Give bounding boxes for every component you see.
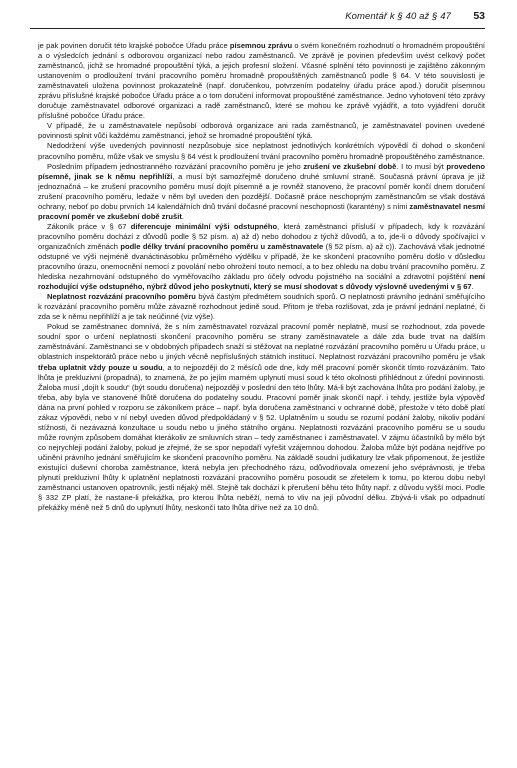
bold-text: zaměstnavatel nesmí pracovní poměr ve zkušební době zrušit [38,201,485,221]
bold-text: Neplatnost rozvázání pracovního poměru [47,292,196,302]
text-run: Posledním případem jednostranného rozvázání pracovního poměru je jeho [47,161,304,171]
running-header-title: Komentář k § 40 až § 47 [345,11,451,22]
paragraph [38,162,485,222]
text-run: Pokud se zaměstnanec domnívá, že s ním zaměstnavatel rozvázal pracovní poměr neplatně, musí se rozhodnout, zda povede soudní spor o určení neplatnosti skončení pracovního poměru se strany zaměstnavatele a dále zda bude trvat na dalším zaměstnávání. Zaměstnanci se v obdobných případech snaží si stěžovat na neplatné rozvázání pracovního poměru u Úřadu práce, u oblastních inspektorátů práce nebo u jiných věcně nepříslušných státních institucí. Neplatnost rozvázání pracovního poměru je však [38,322,485,362]
paragraph [38,322,485,513]
page-number: 53 [473,10,485,22]
bold-text: diferencuje minimální výši odstupného [130,221,278,231]
bold-text: není rozhodující výše odstupného, nýbrž důvod jeho poskytnutí, který se musí shodovat s důvody výslovně uvedenými v § 67 [38,272,485,292]
bold-text: zrušení ve zkušební době [303,161,397,171]
paragraph [38,222,485,292]
paragraph [38,141,485,161]
text-run: , a to nejpozději do 2 měsíců ode dne, kdy měl pracovní poměr skončit tímto rozvázáním. Tato lhůta je prekluzivní (propadná), to znamená, že po jejím marném uplynutí musí soud k této okolnosti přihlédnout z úřední povinnosti. Žaloba musí „dojít k soudu“ (být soudu doručena) nejpozději v poslední den této lhůty. Má-li být zachována lhůta pro podání žaloby, je třeba, aby byla ve stanovené lhůtě doručena do podatelny soudu. Pracovní poměr jinak skončí např. i tehdy, jestliže byla výpověď dána na první pohled v rozporu se zákoníkem práce – např. byla doručena zaměstnanci v ochranné době, přestože v této době platí zákaz výpovědi, nebo v ní nebyl uveden důvod předpokládaný v § 52. Uplatněním u soudu se rozumí podání žaloby, nikoliv podání stížnosti, či nezávazná konzultace u soudu nebo u jiného státního orgánu. Neplatnosti rozvázání pracovního poměru se u soudu může rovným způsobem domáhat kterákoliv ze smluvních stran – tedy zaměstnanec i zaměstnavatel. V zájmu účastníků by mělo být co nejrychleji podání žaloby, pokud je zřejmé, že se spor nepodaří vyřešit vzájemnou dohodou. Žaloba může být podána nejdříve po učinění právního jednání směřujícím ke skončení pracovního poměru. Na základě soudní judikatury lze však připomenout, že jestliže existující duševní choroba zaměstnance, která nebyla jen přechodného rázu, odůvodňovala omezení jeho svéprávnosti, je třeba plynutí prekluzivní lhůty k uplatnění neplatnosti rozvázání pracovního poměru posoudit se zřetelem k tomu, po kterou dobu nebyl zaměstnanci ustanoven opatrovník, jestli nějaký měl. Stejně tak dochází k přerušení běhu této lhůty např. z důvodu vyšší moci. Podle § 332 ZP platí, že nastane-li překážka, pro kterou lhůta neběží, nemá to vliv na její původní délku. Zbývá-li však po odpadnutí překážky méně než 5 dnů do uplynutí lhůty, neskončí tato lhůta dříve než za 10 dnů. [38,362,486,513]
running-header [30,8,485,29]
text-run: . [181,211,184,221]
bold-text: podle délky trvání pracovního poměru u zaměstnavatele [120,241,324,251]
text-run: V případě, že u zaměstnavatele nepůsobí odborová organizace ani rada zaměstnanců, je zaměstnavatel povinen uvedené povinnosti splnit vůči každému zaměstnanci, jehož se hromadné propouštění týká. [38,121,485,141]
text-run: . I to musí být [396,161,447,171]
paragraph [38,121,485,141]
paragraph [38,292,485,322]
bold-text: provedeno písemně, jinak se k němu nepřihlíží [38,161,485,181]
text-run: (§ 52 písm. a) až c)). Zachovává však jednotné odstupné ve výši nejméně dvanáctinásobku průměrného výdělku v případě, že ke skončení pracovního poměru došlo v důsledku pracovního úrazu, onemocnění nemocí z povolání nebo ohrožení touto nemocí, a to bez ohledu na dobu trvání pracovního poměru. Z hlediska nezahrnování odstupného do vyměřovacího základu pro účely odvodu pojistného na sociální a zdravotní pojištění [38,241,485,282]
text-run: , a musí být samozřejmě doručeno druhé smluvní straně. Současná právní úprava je již jednoznačná – ke zrušení pracovního poměru musí dojít písemně a je rovněž stanoveno, že pracovní poměr končí dnem doručení zrušení pracovního poměru, ledaže v něm byl uveden den pozdější. Dočasně práce neschopným zaměstnancům se však dostává ochrany, neboť po dobu prvních 14 kalendářních dnů trvání dočasné pracovní neschopnosti (karantény) s ními [38,171,485,211]
bold-text: třeba uplatnit vždy pouze u soudu [38,362,163,372]
text-run: Nedodržení výše uvedených povinností nezpůsobuje sice neplatnost jednotlivých konkrétních výpovědí či dohod o skončení pracovního poměru, může však ve smyslu § 64 vést k prodloužení trvání pracovního poměru hromadně propouštěného zaměstnance. [38,141,485,161]
body-text [38,41,485,513]
text-run: . [471,282,474,292]
text-run: o svém konečném rozhodnutí o hromadném propouštění a o výsledcích jednání s odborovou organizací nebo radou zaměstnanců. Ve zprávě je povinen především uvést celkový počet zaměstnanců, jichž se hromadné propouštění týká, a jejich profesní složení. Včasné splnění této povinnosti je zajištěno zákonným ustanovením o prodloužení trvání pracovního poměru hromadně propouštěných zaměstnanců podle § 64. V této souvislosti je zaměstnavateli uložena povinnost prokazatelně (např. doručenkou, potvrzením podatelny úřadu práce apod.) doručit písemnou zprávu příslušné krajské pobočce Úřadu práce a o tom doručení informovat propouštěné zaměstnance. Jedno vyhotovení této zprávy doručuje zaměstnavatel odborové organizaci a radě zaměstnanců, které se mohou ke zprávě vyjádřit, a toto vyjádření doručit příslušné pobočce Úřadu práce. [38,41,485,121]
bold-text: písemnou zprávu [229,41,293,50]
paragraph [38,41,485,121]
text-run: bývá častým předmětem soudních sporů. O neplatnosti právního jednání směřujícího k rozvázání pracovního poměru může závazně rozhodnout jedině soud. Přitom je třeba rozlišovat, zda je právní jednání neplatné, či zda se k němu nepřihlíží a je tak neúčinné (viz výše). [38,292,485,322]
text-run: , která zaměstnanci přísluší v případech, kdy k rozvázání pracovního poměru dochází z důvodů podle § 52 písm. a) až d) nebo dohodou z týchž důvodů, a to, jde-li o důvody spočívající v organizačních změnách [38,221,485,251]
text-run: Zákoník práce v § 67 [47,221,131,231]
text-run: je pak povinen doručit této krajské pobočce Úřadu práce [38,41,230,50]
